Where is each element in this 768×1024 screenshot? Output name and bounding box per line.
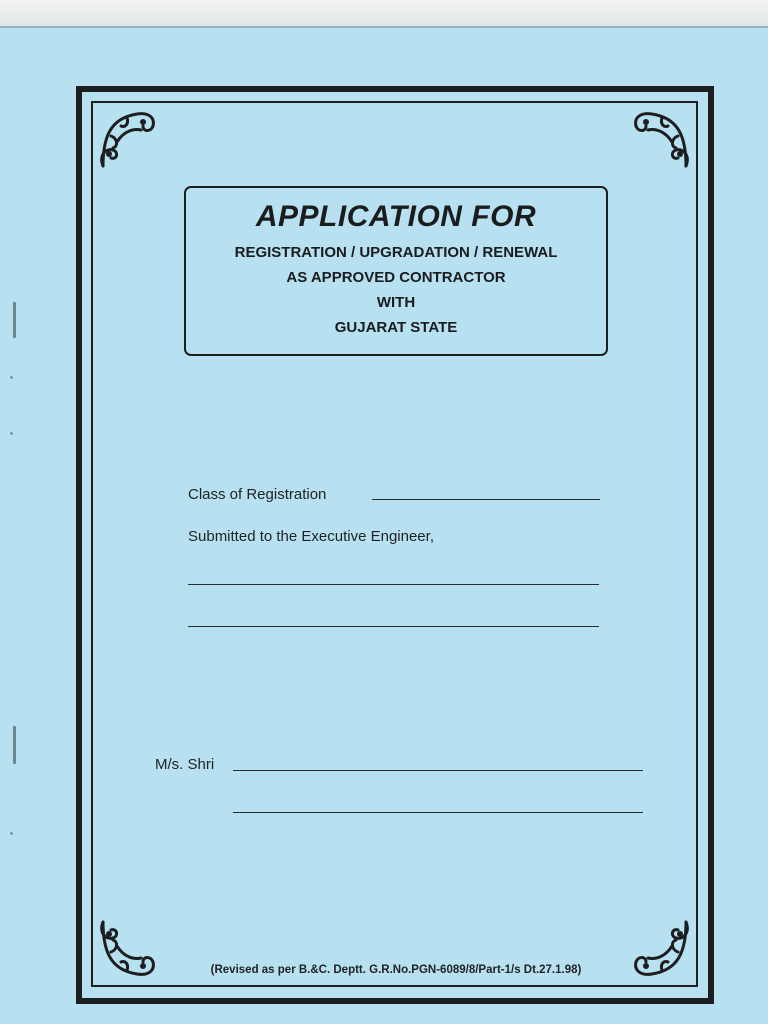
corner-ornament-bottom-right-icon [626, 916, 692, 982]
subtitle-line-1: REGISTRATION / UPGRADATION / RENEWAL [234, 244, 558, 261]
staple-bottom [13, 726, 16, 764]
class-of-registration-label: Class of Registration [188, 486, 327, 503]
top-background-strip [0, 0, 768, 26]
ms-shri-line-2[interactable] [233, 812, 643, 813]
subtitle-line-2: AS APPROVED CONTRACTOR [286, 269, 506, 286]
paper-speck [10, 376, 13, 379]
class-of-registration-line[interactable] [372, 499, 600, 500]
paper-speck [10, 432, 13, 435]
subtitle-line-4: GUJARAT STATE [334, 319, 458, 336]
document-title: APPLICATION FOR [255, 200, 537, 233]
revision-note: (Revised as per B.&C. Deptt. G.R.No.PGN-6089/8/Part-1/s Dt.27.1.98) [210, 964, 582, 976]
corner-ornament-top-left-icon [97, 106, 163, 172]
ms-shri-label: M/s. Shri [155, 756, 215, 773]
subtitle-line-3: WITH [376, 294, 416, 311]
executive-engineer-line-2[interactable] [188, 626, 599, 627]
staple-top [13, 302, 16, 338]
paper-speck [10, 832, 13, 835]
corner-ornament-top-right-icon [626, 106, 692, 172]
title-box [184, 186, 608, 356]
ms-shri-line-1[interactable] [233, 770, 643, 771]
corner-ornament-bottom-left-icon [97, 916, 163, 982]
submitted-to-label: Submitted to the Executive Engineer, [188, 528, 434, 545]
executive-engineer-line-1[interactable] [188, 584, 599, 585]
